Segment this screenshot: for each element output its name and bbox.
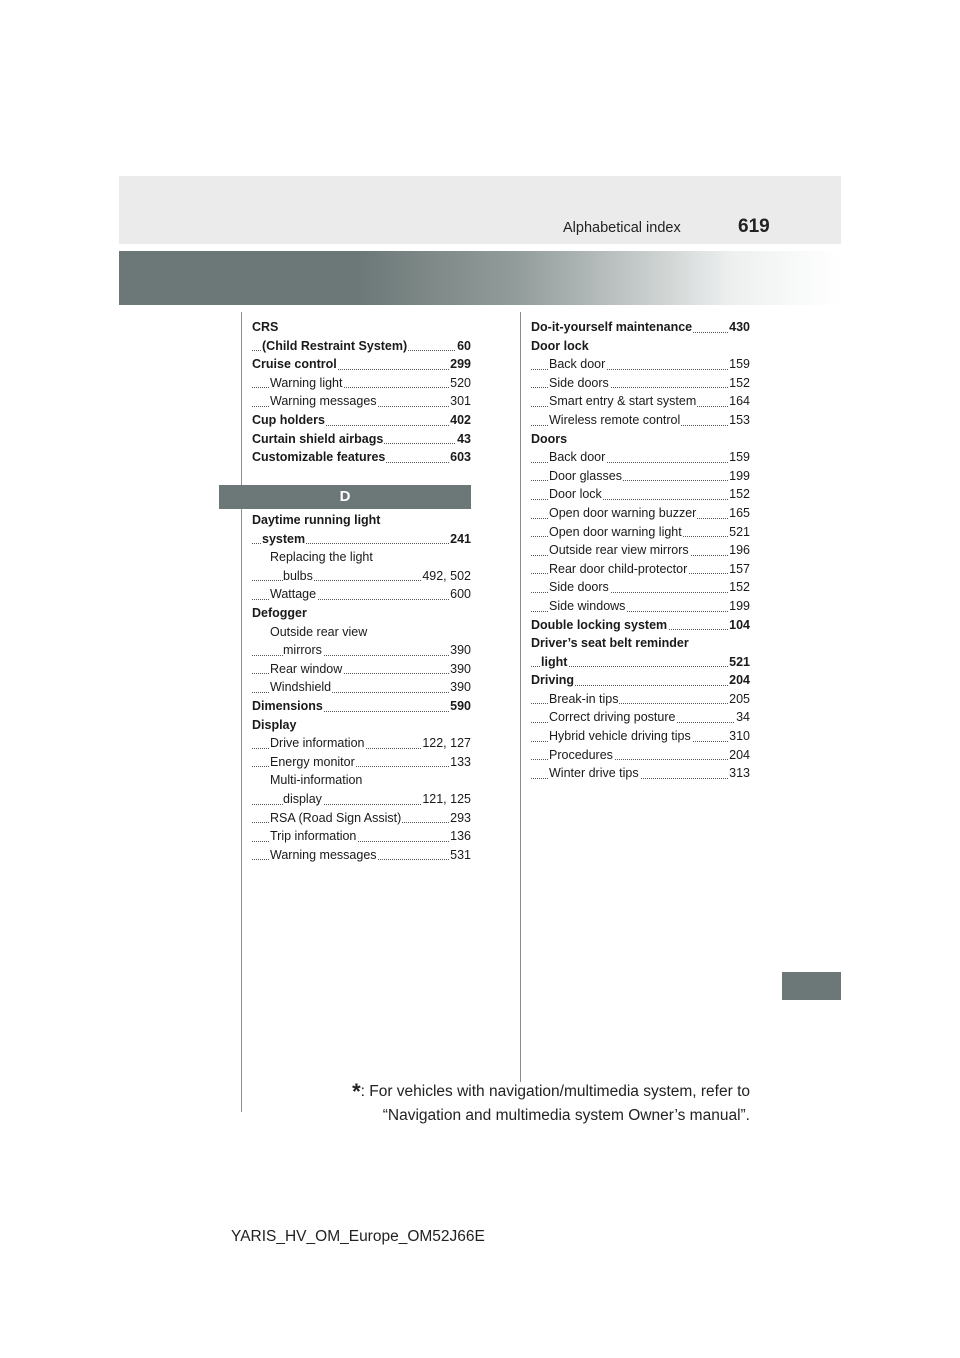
index-entry-text: (Child Restraint System) [262, 338, 408, 353]
index-entry-text: Display [252, 717, 297, 732]
index-entry [531, 504, 750, 523]
index-entry [531, 671, 750, 690]
index-entry-text: Warning light [270, 375, 343, 390]
index-entry [252, 716, 471, 735]
index-entry-page: 199 [728, 597, 750, 616]
index-entry-text: Daytime running light [252, 513, 381, 527]
index-entry-text: Side windows [549, 598, 626, 613]
index-entry-text: system [262, 531, 306, 546]
index-entry-page: 136 [449, 827, 471, 846]
index-entry-page: 310 [728, 727, 750, 746]
index-entry-text: Open door warning buzzer [549, 505, 697, 520]
index-entry-page: 43 [456, 430, 471, 449]
index-entry [531, 708, 750, 727]
index-entry-page: 390 [449, 678, 471, 697]
index-entry [531, 374, 750, 393]
index-entry [252, 809, 471, 828]
index-entry-page: 600 [449, 585, 471, 604]
index-entry-text: Hybrid vehicle driving tips [549, 729, 691, 744]
index-entry [252, 641, 471, 660]
index-entry-page: 531 [449, 846, 471, 865]
index-entry-text: Drive information [270, 736, 365, 751]
decorative-gradient-bar [119, 251, 841, 305]
index-entry [531, 318, 750, 337]
index-entry-page: 121, 125 [421, 790, 471, 809]
footnote-line-2: “Navigation and multimedia system Owner’s manual”. [382, 1107, 750, 1124]
index-entry-page: 157 [728, 560, 750, 579]
index-column-right [531, 318, 750, 783]
index-entry-text: Open door warning light [549, 524, 682, 539]
index-entry-text: Warning messages [270, 847, 377, 862]
index-entry [252, 827, 471, 846]
index-entry-text: Outside rear view [270, 624, 368, 639]
index-entry-page: 122, 127 [421, 734, 471, 753]
index-entry-text: Wireless remote control [549, 412, 681, 427]
index-entry [252, 734, 471, 753]
index-entry-page: 430 [728, 318, 750, 337]
center-column-rule [520, 312, 521, 1082]
index-column-left-bottom [252, 511, 471, 864]
index-entry [252, 318, 471, 337]
index-entry-text: Door lock [549, 487, 602, 502]
left-column-rule [241, 312, 242, 1112]
index-entry [252, 392, 471, 411]
section-letter-d: D [219, 485, 471, 509]
index-entry [252, 604, 471, 623]
index-entry-page: 313 [728, 764, 750, 783]
index-entry-text: Defogger [252, 605, 307, 620]
index-entry-text: Door lock [531, 338, 589, 353]
header-band [119, 176, 841, 244]
index-entry-text: CRS [252, 320, 279, 334]
header-title: Alphabetical index [563, 220, 681, 236]
index-entry-page: 152 [728, 374, 750, 393]
index-entry-text: Cruise control [252, 357, 337, 372]
document-id: YARIS_HV_OM_Europe_OM52J66E [231, 1228, 485, 1245]
index-entry [252, 753, 471, 772]
index-entry-page: 34 [735, 708, 750, 727]
index-entry-page: 153 [728, 411, 750, 430]
index-entry-page: 133 [449, 753, 471, 772]
section-side-tab [782, 972, 841, 1000]
index-entry-page: 159 [728, 355, 750, 374]
index-entry [531, 411, 750, 430]
index-entry-text: Door glasses [549, 468, 622, 483]
index-entry-text: Do-it-yourself maintenance [531, 320, 693, 334]
index-entry-page: 390 [449, 641, 471, 660]
page-number: 619 [738, 216, 770, 237]
index-entry-text: Double locking system [531, 617, 668, 632]
index-entry-page: 199 [728, 467, 750, 486]
index-entry-text: Winter drive tips [549, 766, 639, 781]
index-entry-text: Correct driving posture [549, 710, 676, 725]
index-entry-page: 164 [728, 392, 750, 411]
index-entry-page: 390 [449, 660, 471, 679]
index-entry-page: 299 [449, 355, 471, 374]
index-entry [531, 448, 750, 467]
index-entry-page: 205 [728, 690, 750, 709]
index-entry [531, 764, 750, 783]
index-entry-text: Energy monitor [270, 754, 355, 769]
index-entry-text: Procedures [549, 747, 613, 762]
footnote [352, 1080, 750, 1128]
index-entry [531, 541, 750, 560]
index-entry [252, 355, 471, 374]
index-entry [531, 690, 750, 709]
footnote-line-1: *: For vehicles with navigation/multimedia system, refer to [352, 1079, 750, 1104]
index-entry [531, 560, 750, 579]
index-entry-page: 293 [449, 809, 471, 828]
index-entry-page: 402 [449, 411, 471, 430]
index-entry [531, 634, 750, 653]
index-entry [531, 392, 750, 411]
index-entry [252, 585, 471, 604]
index-entry [252, 660, 471, 679]
index-entry-text: Outside rear view mirrors [549, 543, 689, 558]
index-entry-text: Driving [531, 673, 575, 688]
index-entry-page: 104 [728, 616, 750, 635]
index-entry-text: mirrors [283, 643, 322, 658]
index-entry-text: Rear window [270, 661, 343, 676]
index-entry-page: 492, 502 [421, 567, 471, 586]
index-entry [531, 355, 750, 374]
index-entry [252, 430, 471, 449]
index-entry-page: 159 [728, 448, 750, 467]
index-entry-page: 204 [728, 671, 750, 690]
index-entry [252, 411, 471, 430]
index-entry [252, 623, 471, 642]
index-entry [531, 578, 750, 597]
index-entry [252, 511, 471, 530]
index-entry-page: 521 [728, 523, 750, 542]
index-entry [531, 485, 750, 504]
index-entry-page: 301 [449, 392, 471, 411]
index-entry [531, 653, 750, 672]
index-entry-text: bulbs [283, 568, 313, 583]
index-entry-page: 165 [728, 504, 750, 523]
index-entry-page: 152 [728, 485, 750, 504]
index-entry [531, 430, 750, 449]
index-entry [252, 567, 471, 586]
index-column-left-top [252, 318, 471, 467]
index-entry-text: light [541, 654, 568, 669]
index-entry-text: Side doors [549, 375, 609, 390]
index-entry [252, 374, 471, 393]
index-entry [252, 548, 471, 567]
index-entry [531, 597, 750, 616]
index-entry [252, 678, 471, 697]
index-entry [252, 771, 471, 790]
index-entry-text: Curtain shield airbags [252, 431, 384, 446]
index-entry [531, 727, 750, 746]
index-entry-text: Back door [549, 357, 606, 372]
index-entry-page: 590 [449, 697, 471, 716]
index-entry-text: Dimensions [252, 698, 323, 713]
index-entry-text: Back door [549, 450, 606, 465]
index-entry [531, 746, 750, 765]
index-entry-text: Warning messages [270, 394, 377, 409]
index-entry-text: RSA (Road Sign Assist) [270, 810, 402, 825]
index-entry-page: 521 [728, 653, 750, 672]
index-entry [531, 467, 750, 486]
index-entry-text: Rear door child-protector [549, 561, 688, 576]
index-entry-text: Driver’s seat belt reminder [531, 636, 689, 651]
index-entry-text: Cup holders [252, 412, 325, 427]
index-entry-text: Customizable features [252, 450, 386, 465]
index-entry-text: Wattage [270, 587, 317, 602]
index-entry-page: 196 [728, 541, 750, 560]
index-entry [252, 697, 471, 716]
index-entry-page: 520 [449, 374, 471, 393]
index-entry-text: Doors [531, 431, 568, 446]
index-entry [531, 337, 750, 356]
index-entry [531, 523, 750, 542]
index-entry-text: Side doors [549, 580, 609, 595]
index-entry [252, 530, 471, 549]
index-entry-text: Multi-information [270, 773, 363, 788]
index-entry-page: 60 [456, 337, 471, 356]
index-entry [252, 448, 471, 467]
index-entry-text: Windshield [270, 680, 332, 695]
index-entry-text: Trip information [270, 829, 357, 844]
index-entry-page: 603 [449, 448, 471, 467]
index-entry [252, 790, 471, 809]
index-entry-text: display [283, 791, 322, 806]
index-entry-text: Break-in tips [549, 691, 619, 706]
index-entry-text: Replacing the light [270, 550, 373, 565]
index-entry-page: 241 [449, 530, 471, 549]
footnote-star: * [352, 1079, 361, 1104]
index-entry [252, 337, 471, 356]
index-entry-page: 152 [728, 578, 750, 597]
index-entry [252, 846, 471, 865]
index-entry-text: Smart entry & start system [549, 394, 697, 409]
index-entry-page: 204 [728, 746, 750, 765]
index-entry [531, 616, 750, 635]
